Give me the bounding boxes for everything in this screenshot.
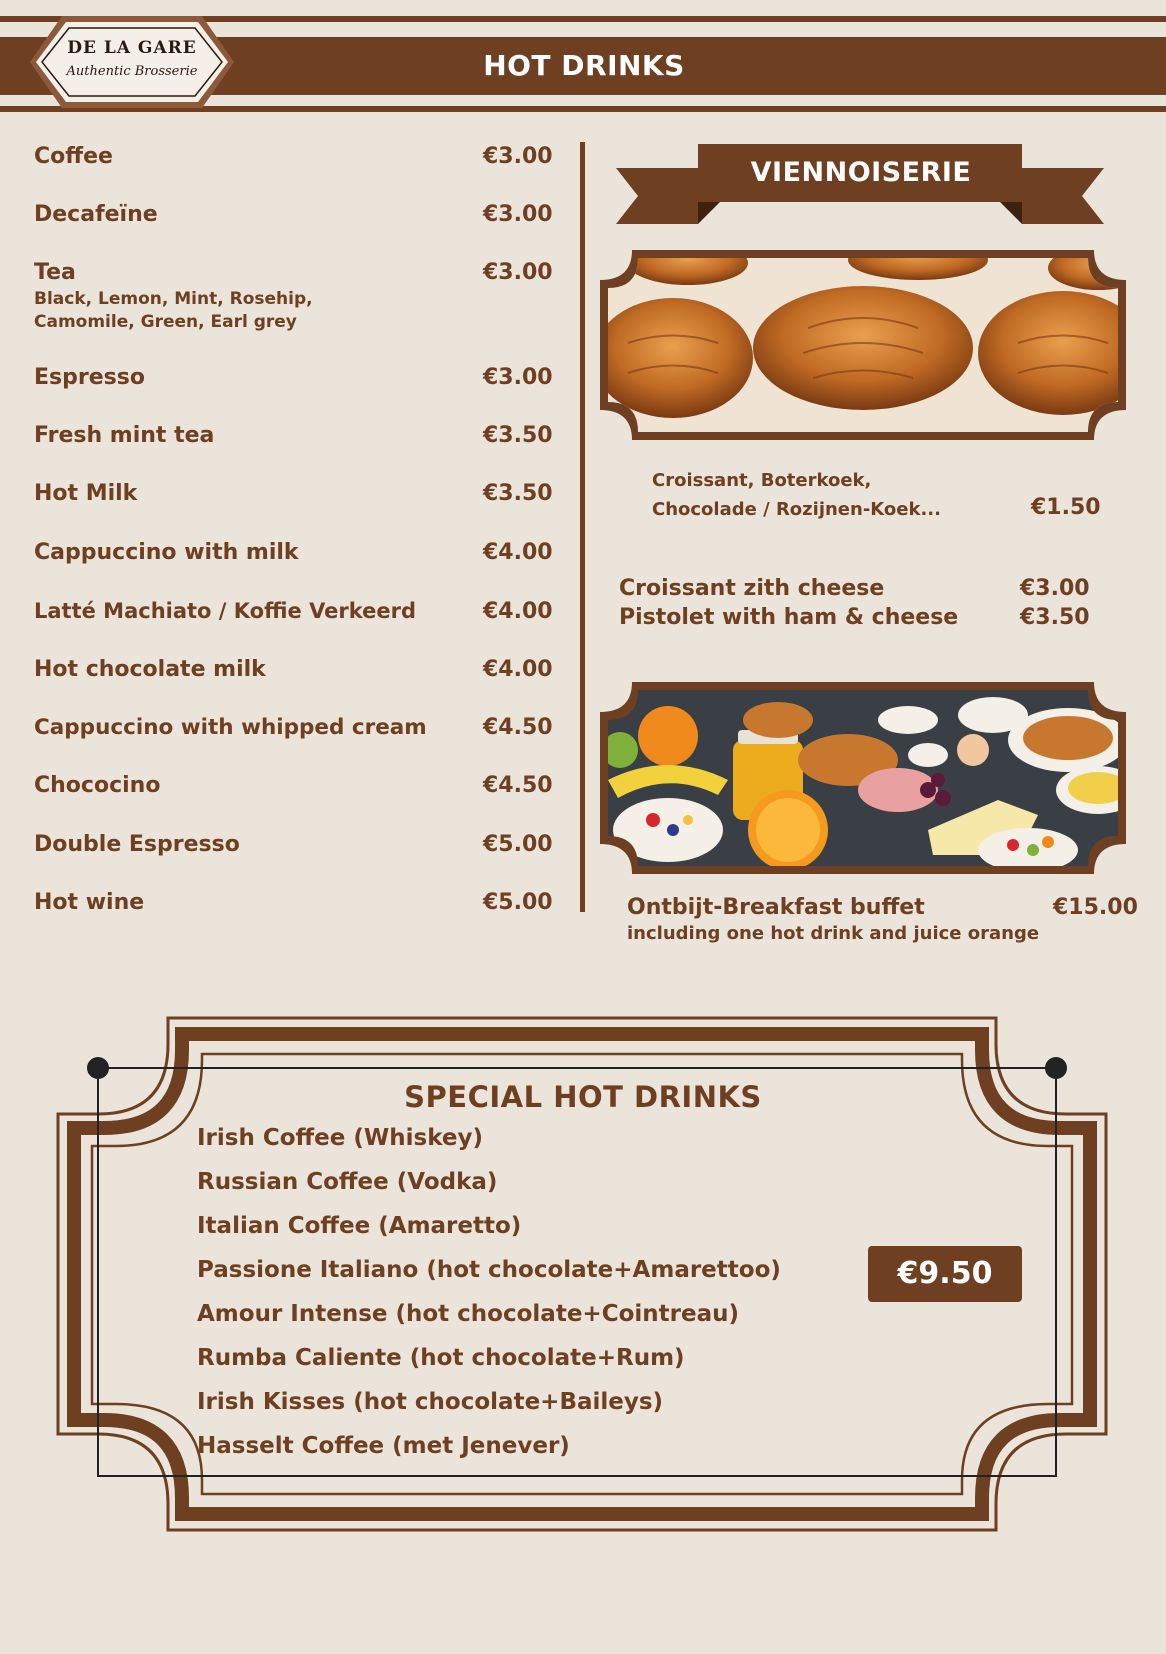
pastries-line-1: Croissant, Boterkoek, [652,470,872,491]
special-item: Irish Kisses (hot chocolate+Baileys) [197,1389,664,1415]
menu-item-price: €4.50 [483,773,553,798]
menu-item-name: Espresso [34,365,145,390]
breakfast-name: Ontbijt-Breakfast buffet [627,895,925,920]
menu-item-name: Chococino [34,773,161,798]
menu-item-name: Pistolet with ham & cheese [619,605,959,630]
menu-item-name: Hot wine [34,890,145,915]
menu-item-name: Double Espresso [34,832,240,857]
menu-item-price: €3.00 [483,365,553,390]
special-price-badge: €9.50 [868,1246,1022,1302]
menu-item-price: €3.00 [483,260,553,285]
menu-item-price: €3.00 [1020,576,1090,601]
menu-item-name: Cappuccino with milk [34,540,299,565]
brand-name: DE LA GARE [67,38,197,58]
menu-item-price: €4.00 [483,599,553,624]
menu-item-price: €5.00 [483,832,553,857]
menu-item-name: Hot Milk [34,481,138,506]
breakfast-price: €15.00 [1053,895,1138,920]
special-item: Amour Intense (hot chocolate+Cointreau) [197,1301,739,1327]
special-item: Passione Italiano (hot chocolate+Amarettoo) [197,1257,781,1283]
menu-item-name: Coffee [34,144,113,169]
special-item: Italian Coffee (Amaretto) [197,1213,522,1239]
menu-item-price: €3.50 [483,423,553,448]
menu-item-price: €4.00 [483,540,553,565]
special-drinks-title: SPECIAL HOT DRINKS [404,1080,762,1114]
viennoiserie-title: VIENNOISERIE [750,157,972,188]
menu-item-name: Cappuccino with whipped cream [34,715,427,740]
menu-item-price: €3.50 [1020,605,1090,630]
menu-item-price: €4.00 [483,657,553,682]
breakfast-description: including one hot drink and juice orange [627,923,1040,944]
menu-item-name: Croissant zith cheese [619,576,885,601]
menu-item-name: Fresh mint tea [34,423,215,448]
menu-item-description: Black, Lemon, Mint, Rosehip, [34,289,313,309]
brand-tagline: Authentic Brosserie [66,64,198,79]
special-item: Irish Coffee (Whiskey) [197,1125,483,1151]
menu-item-name: Hot chocolate milk [34,657,266,682]
menu-item-price: €3.00 [483,144,553,169]
menu-item-name: Latté Machiato / Koffie Verkeerd [34,599,417,623]
menu-item-price: €5.00 [483,890,553,915]
menu-item-name: Decafeïne [34,202,158,227]
menu-item-price: €3.50 [483,481,553,506]
special-item: Rumba Caliente (hot chocolate+Rum) [197,1345,685,1371]
menu-item-name: Tea [34,260,76,285]
pastries-line-2: Chocolade / Rozijnen-Koek... [652,499,941,520]
breakfast-photo [598,680,1128,876]
menu-item-price: €4.50 [483,715,553,740]
logo [22,2,242,122]
special-item: Russian Coffee (Vodka) [197,1169,498,1195]
special-item: Hasselt Coffee (met Jenever) [197,1433,570,1459]
page-title: HOT DRINKS [483,49,685,82]
menu-item-price: €3.00 [483,202,553,227]
croissant-photo [598,248,1128,442]
pastries-price: €1.50 [1031,495,1101,520]
column-divider [580,142,585,912]
menu-item-description: Camomile, Green, Earl grey [34,312,297,332]
